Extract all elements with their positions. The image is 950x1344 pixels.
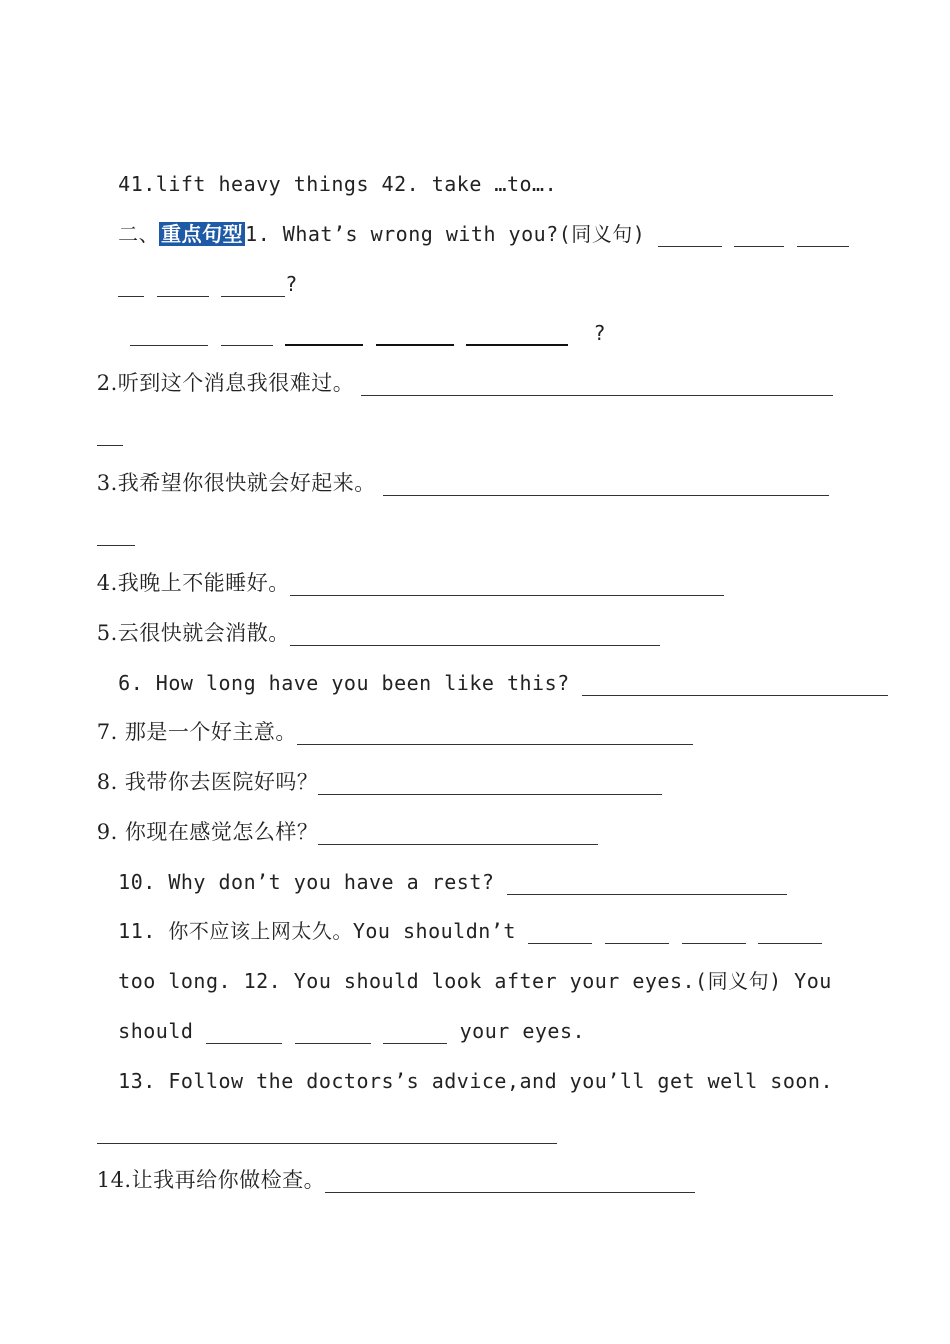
question-7-text: 7. 那是一个好主意。 [96, 720, 297, 744]
question-8 [68, 731, 662, 794]
question-6-text: 6. How long have you been like this? [118, 671, 570, 695]
question-11-12-line [68, 930, 832, 993]
question-14-text: 14.让我再给你做检查。 [96, 1168, 326, 1192]
answer-blank[interactable] [325, 1186, 695, 1187]
question-5 [68, 582, 660, 645]
question-14 [68, 1129, 695, 1192]
section-key-sentences [68, 183, 849, 246]
answer-blank[interactable] [383, 489, 829, 490]
question-2 [68, 332, 833, 395]
question-13 [68, 1030, 834, 1093]
answer-blank[interactable] [734, 240, 784, 241]
question-2-text: 2.听到这个消息我很难过。 [96, 371, 355, 395]
question-12-continued [68, 980, 586, 1043]
question-5-text: 5.云很快就会消散。 [96, 621, 290, 645]
item-41-42-text: 41.lift heavy things 42. take …to…. [118, 172, 558, 196]
question-mark: ? [285, 272, 298, 296]
question-11-12-text: too long. 12. You should look after your eyes.(同义句) You [118, 969, 832, 993]
question-mark: ? [593, 321, 606, 345]
section-title: 重点句型 [161, 222, 244, 246]
answer-blank[interactable] [658, 240, 722, 241]
question-9-text: 9. 你现在感觉怎么样？ [96, 820, 319, 844]
question-10-text: 10. Why don’t you have a rest? [118, 870, 495, 894]
answer-blank[interactable] [797, 240, 849, 241]
question-13-text: 13. Follow the doctors’s advice,and you’ll get well soon. [118, 1069, 834, 1093]
question-3-continued [68, 482, 135, 516]
question-7 [68, 681, 693, 744]
question-9 [68, 781, 598, 844]
question-4-text: 4.我晚上不能睡好。 [96, 571, 290, 595]
question-3-text: 3.我希望你很快就会好起来。 [96, 471, 376, 495]
question-1: 1. What’s wrong with you?(同义句) [245, 222, 646, 246]
item-41-42 [68, 133, 558, 196]
question-1-synonym-line [80, 282, 606, 345]
question-10 [68, 831, 787, 894]
question-1-continued [68, 233, 298, 296]
section-prefix: 二、 [118, 222, 160, 246]
question-6 [68, 632, 888, 695]
question-13-answer [68, 1080, 557, 1114]
question-11 [68, 880, 822, 943]
question-8-text: 8. 我带你去医院好吗？ [96, 770, 319, 794]
question-11-text: 11. 你不应该上网太久。You shouldn’t [118, 919, 516, 943]
answer-blank[interactable] [361, 389, 833, 390]
question-4 [68, 532, 724, 595]
question-12-end: your eyes. [459, 1019, 586, 1043]
question-3 [68, 432, 829, 495]
question-12-start: should [118, 1019, 194, 1043]
question-2-continued [68, 382, 123, 416]
